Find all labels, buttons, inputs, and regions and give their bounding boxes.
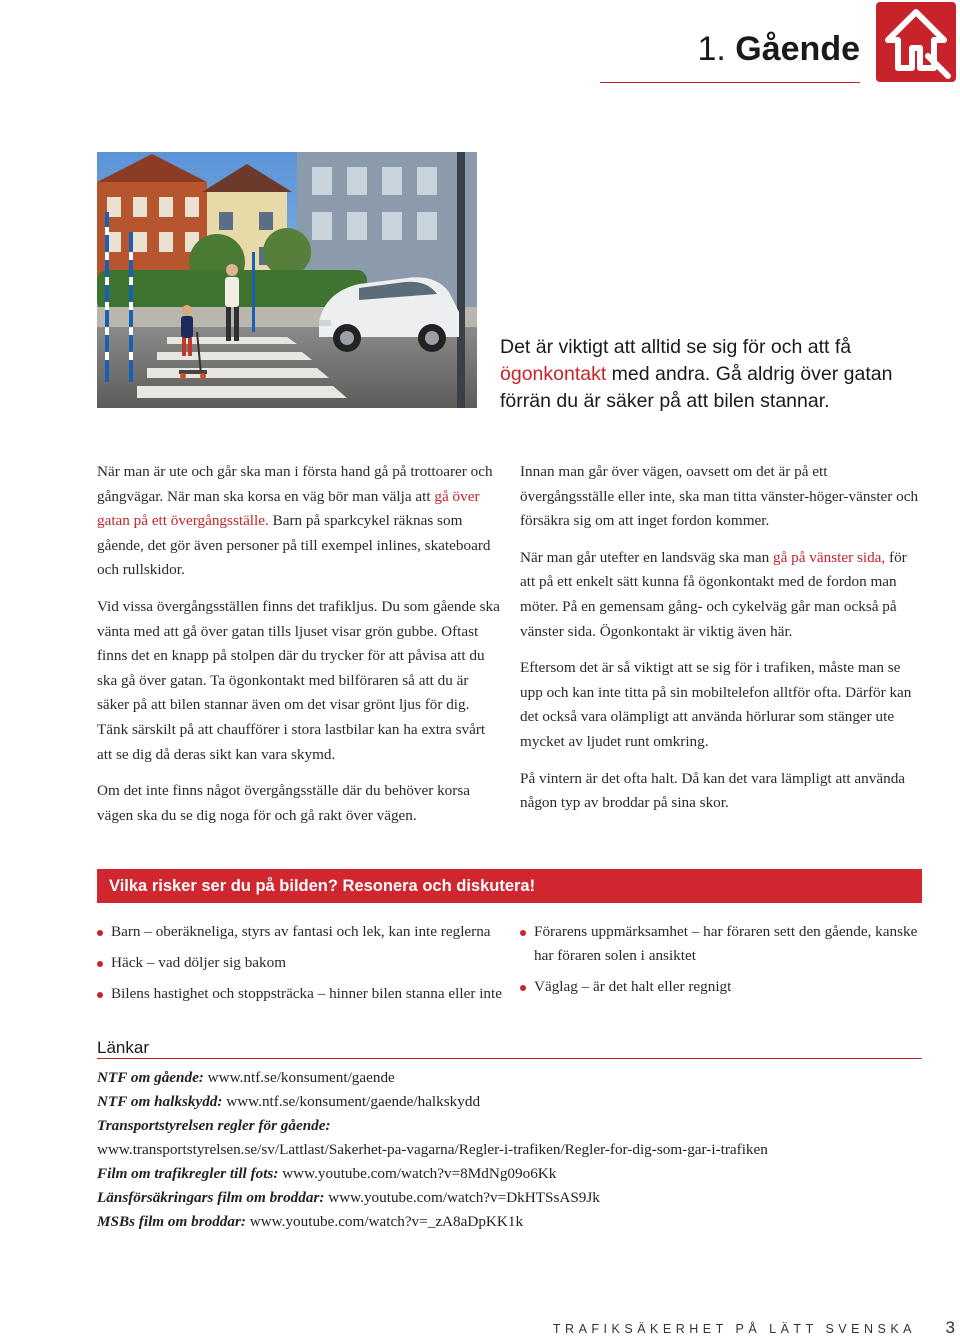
paragraph <box>520 546 925 644</box>
link-label: NTF om gående: <box>97 1069 204 1086</box>
highlight-crossing: gå över gatan på ett övergångsställe. <box>97 487 480 530</box>
link-label: Länsförsäkringars film om broddar: <box>97 1189 325 1206</box>
link-url[interactable]: www.ntf.se/konsument/gaende <box>203 1069 395 1086</box>
link-row <box>97 1090 927 1114</box>
list-item <box>520 920 920 968</box>
links-heading: Länkar <box>97 1038 149 1057</box>
links-list <box>97 1066 927 1234</box>
list-item-text: Barn – oberäkneliga, styrs av fantasi och lek, kan inte reglerna <box>111 923 491 940</box>
header-rule <box>600 82 860 83</box>
list-item <box>97 920 507 944</box>
bullet-icon <box>520 930 526 936</box>
highlight-left-side: gå på vänster sida, <box>773 548 886 566</box>
link-row <box>97 1186 927 1210</box>
chapter-title <box>697 30 860 69</box>
street-scene-illustration <box>97 152 477 408</box>
link-label: MSBs film om broddar: <box>97 1213 246 1230</box>
paragraph: På vintern är det ofta halt. Då kan det vara lämpligt att använda någon typ av broddar på sina skor. <box>520 769 906 812</box>
lead-highlight: ögonkontakt <box>500 363 607 385</box>
list-item <box>520 975 920 999</box>
link-url[interactable]: www.ntf.se/konsument/gaende/halkskydd <box>222 1093 481 1110</box>
paragraph: Eftersom det är så viktigt att se sig för i trafiken, måste man se upp och kan inte titta på sin mobiltelefon alltför ofta. Därför kan det också vara olämpligt att använda hörlurar som stänger ute mycket av ljudet runt omkring. <box>520 659 912 750</box>
bullet-icon <box>520 985 526 991</box>
discussion-heading: Vilka risker ser du på bilden? Resonera och diskutera! <box>109 877 536 895</box>
link-row <box>97 1138 927 1162</box>
paragraph-text: för att på ett enkelt sätt kunna få ögonkontakt med de fordon man möter. På en gemensam gång- och cykelväg går man också på vänster sida. Ögonkontakt är viktig även här. <box>520 548 907 640</box>
paragraph: Innan man går över vägen, oavsett om det är på ett övergångsställe eller inte, ska man titta vänster-höger-vänster och försäkra sig om att inget fordon kommer. <box>520 463 919 530</box>
lead-text-part: med andra. Gå aldrig över gatan förrän du är säker på att bilen stannar. <box>500 363 893 412</box>
link-row <box>97 1162 927 1186</box>
bullet-icon <box>97 961 103 967</box>
link-label: Film om trafikregler till fots: <box>97 1165 279 1182</box>
page-number: 3 <box>945 1318 955 1337</box>
chapter-name: Gående <box>735 30 860 68</box>
link-url[interactable]: www.transportstyrelsen.se/sv/Lattlast/Sakerhet-pa-vagarna/Regler-i-trafiken/Regler-for-dig-som-gar-i-trafiken <box>97 1141 768 1158</box>
footer-series-title: TRAFIKSÄKERHET PÅ LÄTT SVENSKA <box>552 1322 916 1336</box>
paragraph: Om det inte finns något övergångsställe där du behöver korsa vägen ska du se dig noga för och gå rakt över vägen. <box>97 782 470 824</box>
chapter-number: 1. <box>697 30 726 68</box>
link-url[interactable]: www.youtube.com/watch?v=_zA8aDpKK1k <box>245 1213 524 1230</box>
list-item <box>97 951 507 975</box>
risk-list-right <box>520 920 920 1006</box>
list-item-text: Häck – vad döljer sig bakom <box>111 954 287 971</box>
list-item-text: Förarens uppmärksamhet – har föraren sett den gående, kanske har föraren solen i ansiktet <box>534 923 918 964</box>
list-item-text: Väglag – är det halt eller regnigt <box>534 978 732 995</box>
list-item-text: Bilens hastighet och stoppsträcka – hinner bilen stanna eller inte <box>111 985 502 1002</box>
links-rule <box>97 1058 922 1059</box>
street-crossing-photo <box>97 152 477 408</box>
link-label: NTF om halkskydd: <box>97 1093 223 1110</box>
list-item <box>97 982 507 1006</box>
link-row <box>97 1066 927 1090</box>
link-label: Transportstyrelsen regler för gående: <box>97 1117 331 1134</box>
link-row <box>97 1114 927 1138</box>
lead-text <box>500 334 920 415</box>
lead-text-part: Det är viktigt att alltid se sig för och att få <box>500 336 852 358</box>
paragraph-text: När man är ute och går ska man i första hand gå på trottoarer och gångvägar. När man ska korsa en väg bör man välja att <box>97 463 493 505</box>
paragraph-text: Barn på sparkcykel räknas som gående, det gör även personer på till exempel inlines, skateboard och rullskidor. <box>97 512 491 579</box>
link-url[interactable]: www.youtube.com/watch?v=8MdNg09o6Kk <box>278 1165 557 1182</box>
bullet-icon <box>97 992 103 998</box>
paragraph-text: När man går utefter en landsväg ska man <box>520 548 774 566</box>
link-row <box>97 1210 927 1234</box>
discussion-heading-bar <box>97 869 922 903</box>
right-column <box>520 460 925 828</box>
link-url[interactable]: www.youtube.com/watch?v=DkHTSsAS9Jk <box>324 1189 600 1206</box>
left-column <box>97 460 502 840</box>
risk-list-left <box>97 920 507 1013</box>
paragraph <box>97 460 502 583</box>
brand-logo <box>876 2 956 82</box>
arrow-logo-icon <box>876 2 956 82</box>
bullet-icon <box>97 930 103 936</box>
paragraph: Vid vissa övergångsställen finns det trafikljus. Du som gående ska vänta med att gå över gatan tills ljuset visar grön gubbe. Oftast finns det en knapp på stolpen där du trycker för att påvisa att du ska gå över gatan. Ta ögonkontakt med bilföraren så att du är säker på att bilen stannar även om det visar grönt ljus för dig. Tänk särskilt på att chaufförer i stora lastbilar kan ha extra svårt att se dig då deras sikt kan vara skymd. <box>97 597 500 763</box>
